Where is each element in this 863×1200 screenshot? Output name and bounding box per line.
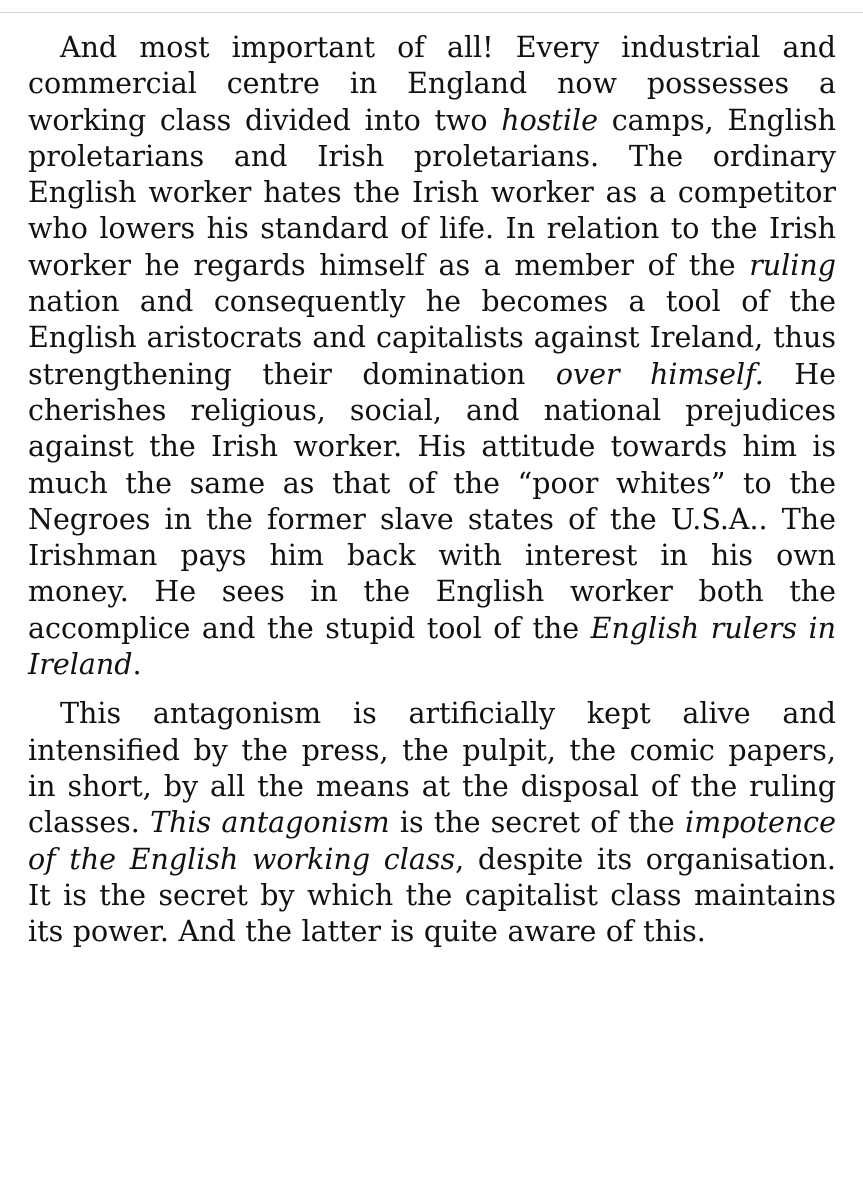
paragraph-2-text: This antagonism is artificially kept alive and intensified by the press, the pulpit, the comic papers, in short, by all the means at the disposal of the ruling classes. (28, 697, 836, 840)
paragraph-1-text: And most important of all! Every industrial and commercial centre in England now possesses a working class divided into two (28, 31, 836, 137)
paragraph-2-emphasis-this-antagonism: This antagonism (150, 806, 390, 840)
paragraph-1-emphasis-english-rulers: English rulers in Ireland (28, 611, 836, 682)
paragraph-2-text: , despite its organisation. It is the secret by which the capitalist class maintains its power. And the latter is quite aware of this. (28, 842, 836, 949)
paragraph-1-emphasis-over-himself: over himself. (555, 357, 764, 391)
next-paragraph-cut-off (28, 1190, 836, 1200)
paragraph-1-text: He cherishes religious, social, and national prejudices against the Irish worker. His attitude towards him is much the same as that of the “poor whites” to the Negroes in the former slave states of the U.S.A.. The Irishman pays him back with interest in his own money. He sees in the English worker both the accomplice and the stupid tool of the (28, 357, 836, 645)
paragraph-2 (28, 696, 836, 950)
paragraph-2-emphasis-impotence: impotence of the English working class (28, 806, 836, 876)
paragraph-1-text: nation and consequently he becomes a tool of the English aristocrats and capitalists against Ireland, thus strengthening their domination (28, 285, 836, 391)
paragraph-1 (28, 30, 836, 683)
paragraph-1-text: camps, English proletarians and Irish proletarians. The ordinary English worker hates the Irish worker as a competitor who lowers his standard of life. In relation to the Irish worker he regards himself as a member of the (28, 103, 836, 282)
paragraph-1-emphasis-ruling: ruling (749, 248, 836, 282)
text-page (28, 30, 836, 963)
page-top-edge (0, 0, 863, 13)
paragraph-1-text: . (132, 648, 142, 682)
paragraph-2-text: is the secret of the (389, 806, 685, 840)
paragraph-1-emphasis-hostile: hostile (501, 103, 598, 137)
